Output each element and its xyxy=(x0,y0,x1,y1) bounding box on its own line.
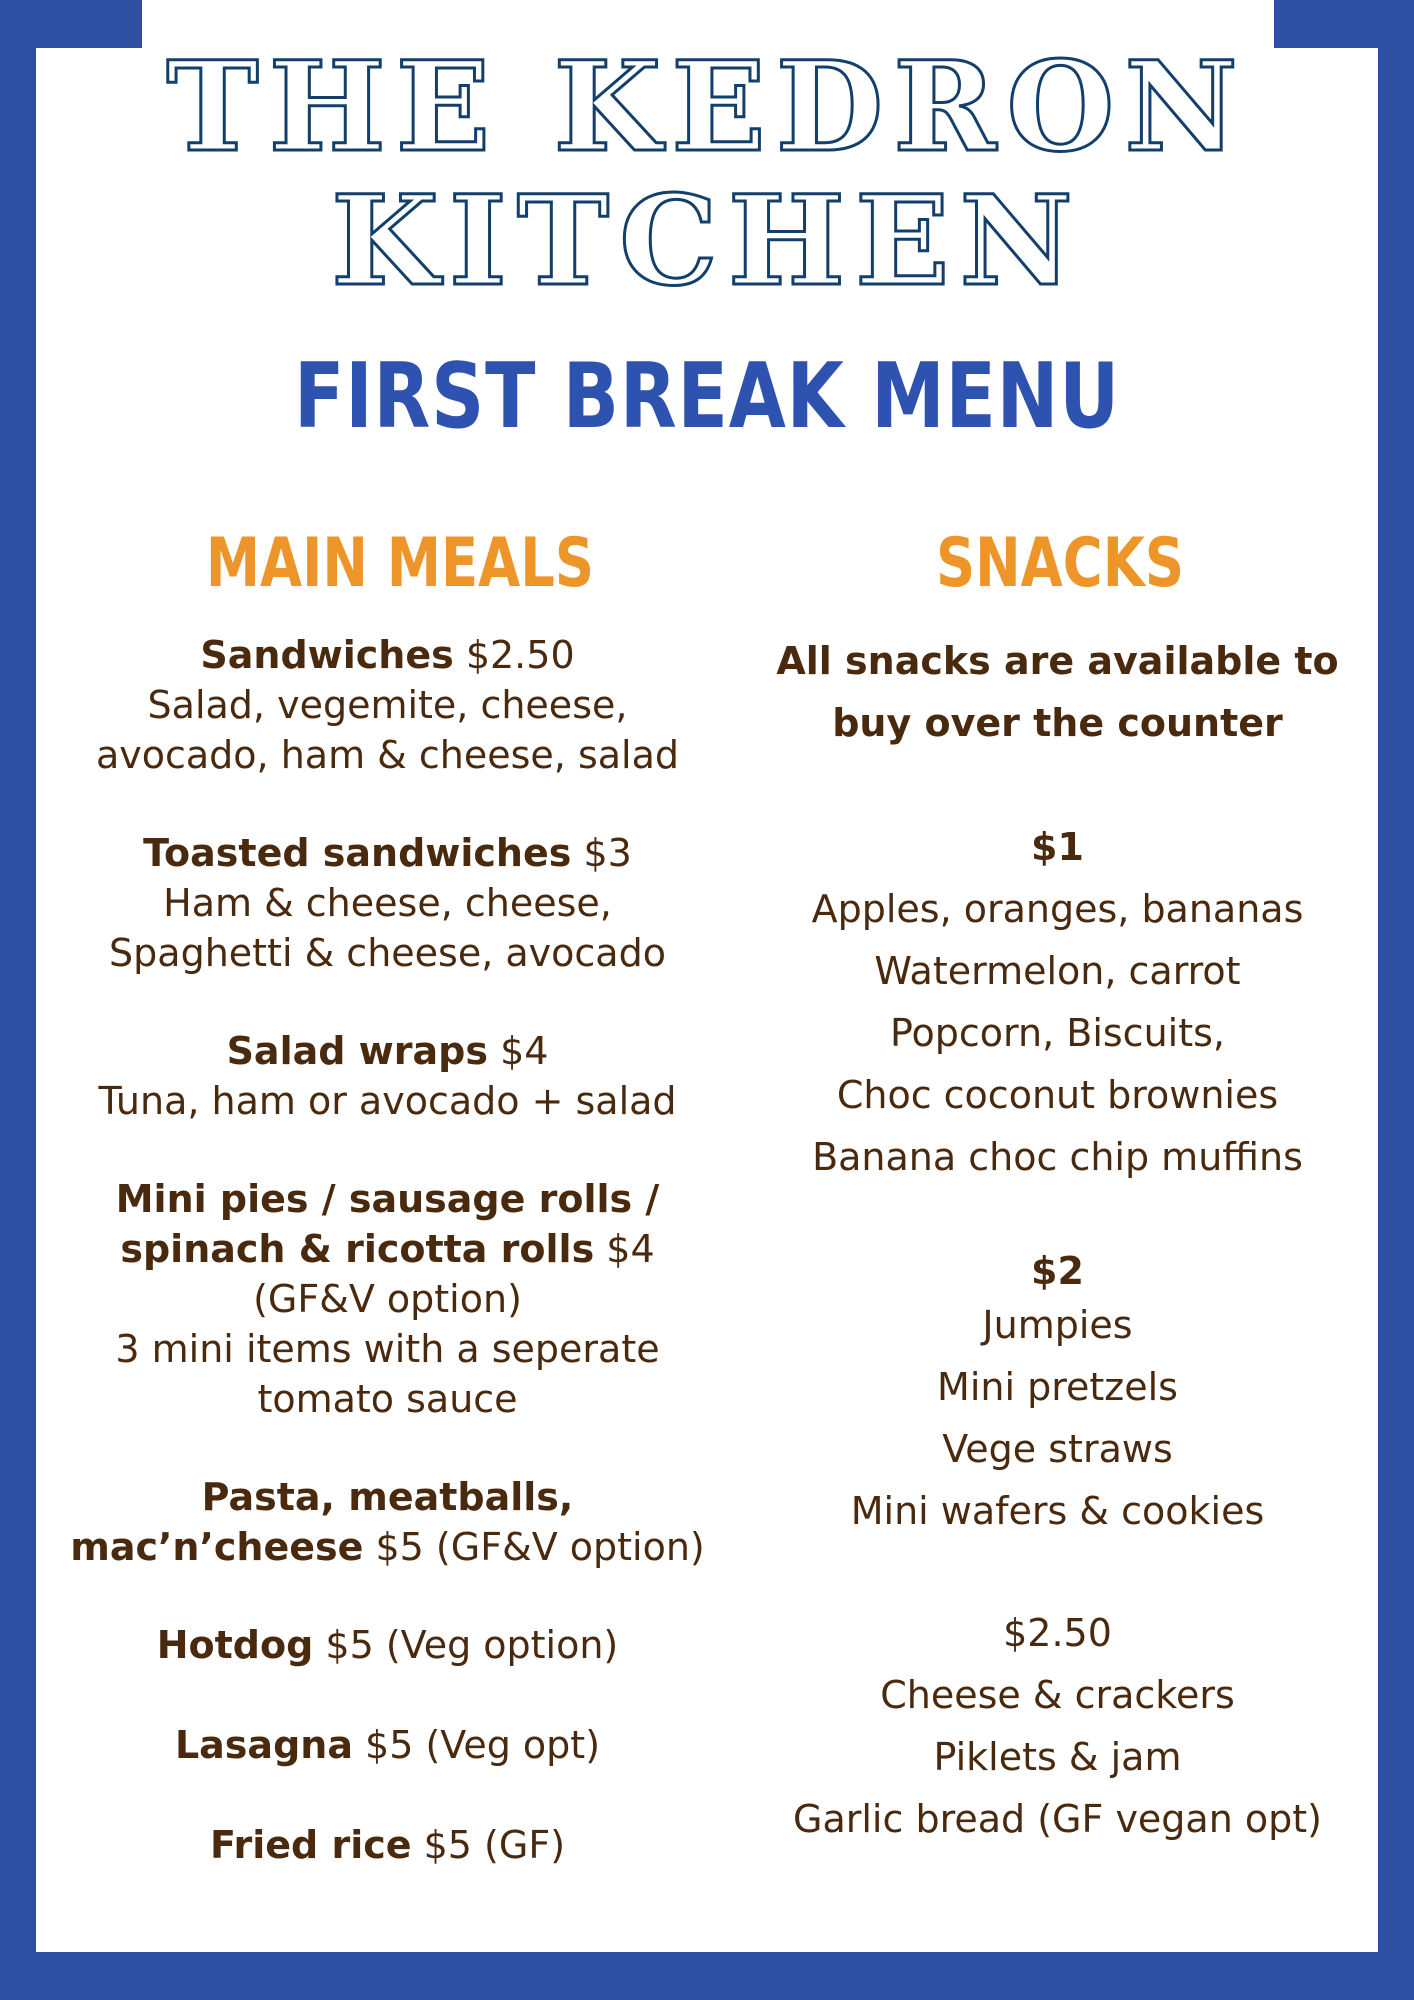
item-name: Toasted sandwiches xyxy=(143,831,572,875)
snacks-column xyxy=(745,630,1370,1850)
item-name: Salad wraps xyxy=(226,1029,488,1073)
main-meals-heading: MAIN MEALS xyxy=(205,524,595,603)
snacks-heading: SNACKS xyxy=(935,524,1185,603)
brand-name-line2: KITCHEN xyxy=(331,169,1083,314)
item-name: Pasta, meatballs, xyxy=(201,1475,574,1519)
snack-group-1 xyxy=(745,816,1370,1188)
item-price: $5 (Veg opt) xyxy=(352,1723,601,1767)
item-name: Sandwiches xyxy=(200,633,454,677)
menu-item-pasta xyxy=(40,1472,735,1572)
snack-group-price: $2 xyxy=(1031,1249,1084,1293)
item-price: $4 xyxy=(487,1029,549,1073)
menu-item-hotdog xyxy=(40,1620,735,1670)
snacks-intro-line: buy over the counter xyxy=(832,701,1283,745)
item-name: Hotdog xyxy=(156,1623,314,1667)
snack-item: Mini pretzels xyxy=(937,1365,1178,1409)
item-desc: Salad, vegemite, cheese, xyxy=(147,683,628,727)
item-price: $5 (GF) xyxy=(411,1823,566,1867)
snacks-intro xyxy=(745,630,1370,754)
item-price: $3 xyxy=(571,831,632,875)
item-price: $5 (Veg option) xyxy=(313,1623,619,1667)
item-name: mac’n’cheese xyxy=(70,1525,364,1569)
brand-name-line1: THE KEDRON xyxy=(166,35,1248,180)
menu-item-sandwiches xyxy=(40,630,735,780)
item-name: Mini pies / sausage rolls / xyxy=(115,1177,660,1221)
snack-item: Jumpies xyxy=(982,1303,1133,1347)
snack-item: Piklets & jam xyxy=(933,1735,1182,1779)
item-desc: avocado, ham & cheese, salad xyxy=(95,733,680,777)
border-notch-right xyxy=(1274,0,1378,48)
item-price: $2.50 xyxy=(453,633,575,677)
snack-group-2 xyxy=(745,1248,1370,1542)
menu-item-mini-pies xyxy=(40,1174,735,1424)
menu-item-salad-wraps xyxy=(40,1026,735,1126)
item-desc: Tuna, ham or avocado + salad xyxy=(98,1079,677,1123)
item-name: Lasagna xyxy=(174,1723,353,1767)
item-price: $5 (GF&V option) xyxy=(363,1525,705,1569)
item-desc: Ham & cheese, cheese, xyxy=(163,881,612,925)
main-meals-column xyxy=(40,630,735,1870)
menu-item-lasagna xyxy=(40,1720,735,1770)
menu-title: FIRST BREAK MENU xyxy=(293,344,1121,449)
item-name: spinach & ricotta rolls xyxy=(120,1227,595,1271)
snack-item: Mini wafers & cookies xyxy=(850,1489,1265,1533)
snack-item: Apples, oranges, bananas xyxy=(811,887,1304,931)
snack-group-price: $1 xyxy=(1031,825,1084,869)
snacks-intro-line: All snacks are available to xyxy=(776,639,1339,683)
snack-item: Garlic bread (GF vegan opt) xyxy=(793,1797,1322,1841)
snack-item: Popcorn, Biscuits, xyxy=(889,1011,1225,1055)
snack-item: Choc coconut brownies xyxy=(836,1073,1279,1117)
item-desc: (GF&V option) xyxy=(253,1277,522,1321)
snack-group-price: $2.50 xyxy=(1003,1611,1112,1655)
snack-item: Banana choc chip muffins xyxy=(812,1135,1303,1179)
snack-group-3 xyxy=(745,1602,1370,1850)
border-notch-left xyxy=(36,0,142,48)
item-desc: Spaghetti & cheese, avocado xyxy=(109,931,666,975)
item-desc: tomato sauce xyxy=(257,1377,518,1421)
menu-item-fried-rice xyxy=(40,1820,735,1870)
snack-item: Watermelon, carrot xyxy=(874,949,1241,993)
menu-item-toasted-sandwiches xyxy=(40,828,735,978)
snack-item: Vege straws xyxy=(942,1427,1173,1471)
item-name: Fried rice xyxy=(209,1823,412,1867)
snack-item: Cheese & crackers xyxy=(880,1673,1235,1717)
item-price: $4 xyxy=(594,1227,655,1271)
item-desc: 3 mini items with a seperate xyxy=(115,1327,660,1371)
